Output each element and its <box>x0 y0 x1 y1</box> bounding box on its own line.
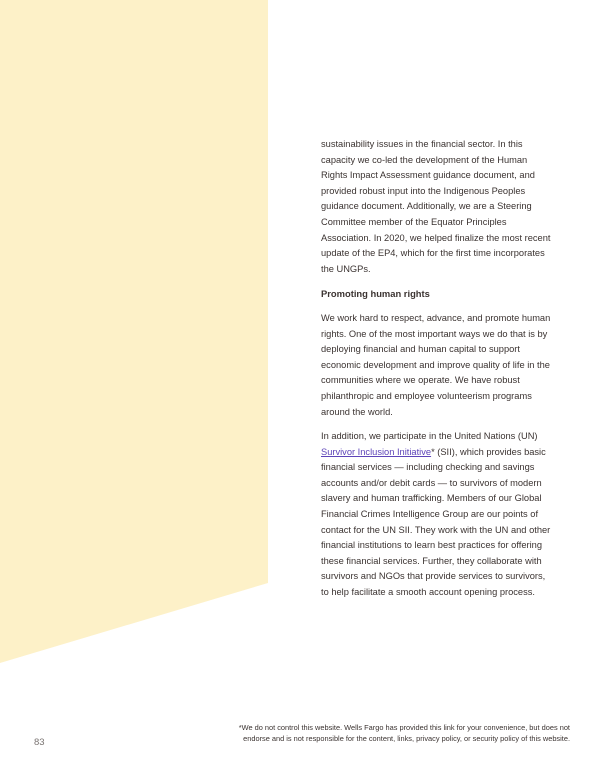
paragraph-human-rights: We work hard to respect, advance, and promote human rights. One of the most important ways we do that is by deploying financial and human capital to support economic development and improve quality of life in the communities where we operate. We have robust philanthropic and employee volunteerism programs around the world. <box>321 312 551 417</box>
paragraph-un-sii <box>321 429 553 601</box>
paragraph-equator-principles: sustainability issues in the financial sector. In this capacity we co-led the development of the Human Rights Impact Assessment guidance document, and provided robust input into the Indigenous Peoples guidance document. Additionally, we are a Steering Committee member of the Equator Principles Association. In 2020, we helped finalize the most recent update of the EP4, which for the first time incorporates the UNGPs. <box>321 139 551 274</box>
un-sii-rest: * (SII), which provides basic financial services — including checking and savings accounts and/or debit cards — to survivors of modern slavery and human trafficking. Members of our Global Financial Crimes Intelligence Group are our points of contact for the UN SII. They work with the UN and other financial institutions to learn best practices for offering these financial services. Further, they collaborate with survivors and NGOs that provide services to survivors, to help facilitate a smooth account opening process. <box>321 446 551 598</box>
section-heading-promoting-human-rights: Promoting human rights <box>321 288 430 300</box>
survivor-inclusion-initiative-link[interactable]: Survivor Inclusion Initiative <box>321 446 432 457</box>
page-number: 83 <box>34 737 45 748</box>
un-sii-intro: In addition, we participate in the United Nations (UN) <box>321 431 538 442</box>
footnote-line-2: endorse and is not responsible for the content, links, privacy policy, or security policy of this website. <box>243 733 570 743</box>
yellow-panel-shape <box>0 0 268 663</box>
footnote-line-1: *We do not control this website. Wells Fargo has provided this link for your convenience, but does not <box>238 723 570 732</box>
footnote <box>200 723 570 744</box>
main-text-column <box>321 137 553 610</box>
